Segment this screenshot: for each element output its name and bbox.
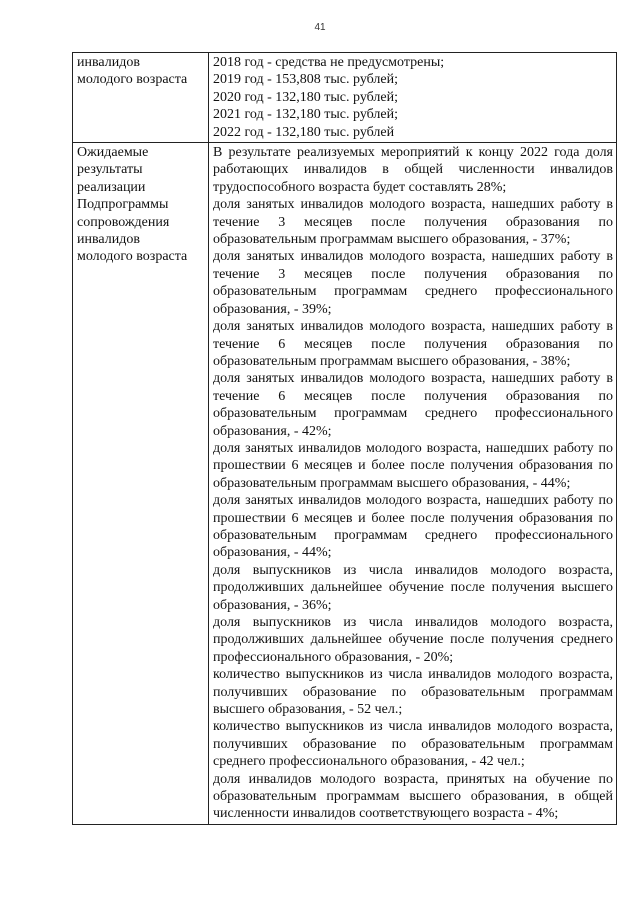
- funding-cell: [209, 53, 617, 143]
- program-table: [72, 52, 617, 825]
- row-label-line: инвалидов: [77, 55, 140, 70]
- funding-line: 2020 год - 132,180 тыс. рублей;: [213, 89, 399, 105]
- result-paragraph: доля занятых инвалидов молодого возраста, нашедших работу в течение 6 месяцев после получения образования по образовательным программам среднего профессионального образования, - 42%;: [213, 371, 613, 439]
- result-paragraph: доля выпускников из числа инвалидов молодого возраста, продолживших дальнейшее обучение после получения среднего профессионального образования, - 20%;: [213, 615, 613, 665]
- result-paragraph: количество выпускников из числа инвалидов молодого возраста, получивших образование по образовательным программам среднего профессионального образования, - 42 чел.;: [213, 719, 613, 770]
- result-paragraph: доля занятых инвалидов молодого возраста, нашедших работу по прошествии 6 месяцев и более после получения образования по образовательным программам среднего профессионального образования, - 44%;: [213, 493, 613, 561]
- row-label-line: молодого возраста: [77, 72, 188, 88]
- row-label-line: сопровождения: [77, 214, 170, 230]
- funding-line: 2018 год - средства не предусмотрены;: [213, 55, 445, 70]
- result-paragraph: доля занятых инвалидов молодого возраста, нашедших работу в течение 6 месяцев после получения образования по образовательным программам высшего образования, - 38%;: [213, 319, 613, 369]
- result-paragraph: В результате реализуемых мероприятий к концу 2022 года доля работающих инвалидов в общей численности инвалидов трудоспособного возраста будет составлять 28%;: [213, 145, 613, 195]
- row-label-line: Подпрограммы: [77, 197, 169, 213]
- row-label-cell: [73, 143, 209, 825]
- funding-line: 2022 год - 132,180 тыс. рублей: [213, 124, 395, 140]
- row-label-line: инвалидов: [77, 232, 140, 248]
- page-number: 41: [314, 22, 326, 33]
- funding-line: 2019 год - 153,808 тыс. рублей;: [213, 72, 399, 88]
- result-paragraph: доля занятых инвалидов молодого возраста, нашедших работу по прошествии 6 месяцев и более после получения образования по образовательным программам высшего образования, - 44%;: [213, 440, 613, 491]
- result-paragraph: доля занятых инвалидов молодого возраста, нашедших работу в течение 3 месяцев после получения образования по образовательным программам высшего образования, - 37%;: [213, 197, 613, 248]
- funding-line: 2021 год - 132,180 тыс. рублей;: [213, 107, 399, 123]
- result-paragraph: доля выпускников из числа инвалидов молодого возраста, продолживших дальнейшее обучение после получения высшего образования, - 36%;: [213, 562, 613, 613]
- table-row: [73, 53, 617, 143]
- result-paragraph: количество выпускников из числа инвалидов молодого возраста, получивших образование по образовательным программам высшего образования, - 52 чел.;: [213, 667, 613, 718]
- row-label-cell: [73, 53, 209, 143]
- result-paragraph: доля инвалидов молодого возраста, принятых на обучение по образовательным программам высшего образования, в общей численности инвалидов соответствующего возраста - 4%;: [213, 771, 613, 822]
- result-paragraph: доля занятых инвалидов молодого возраста, нашедших работу в течение 3 месяцев после получения образования по образовательным программам среднего профессионального образования, - 39%;: [213, 249, 613, 317]
- row-label-line: Ожидаемые: [77, 145, 149, 161]
- row-label-line: реализации: [77, 179, 146, 195]
- table-row: [73, 143, 617, 825]
- row-label-line: молодого возраста: [77, 249, 188, 265]
- expected-results-cell: [209, 143, 617, 825]
- row-label-line: результаты: [77, 162, 143, 178]
